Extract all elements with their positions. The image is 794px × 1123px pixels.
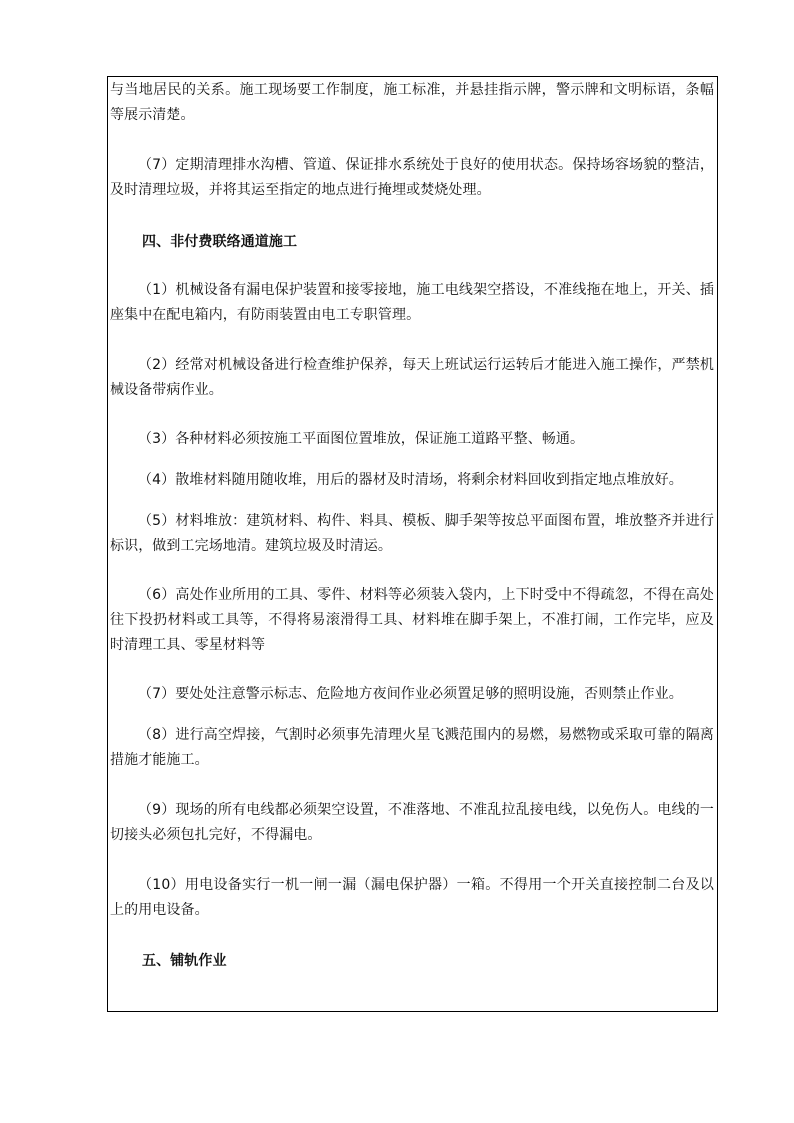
paragraph-electrical-protection: （1）机械设备有漏电保护装置和接零接地，施工电线架空搭设，不准线拖在地上，开关、插座集中在配电箱内，有防雨装置由电工专职管理。 [110,282,714,323]
paragraph-equipment-maintenance: （2）经常对机械设备进行检查维护保养，每天上班试运行运转后才能进入施工操作，严禁机械设备带病作业。 [110,357,714,398]
paragraph-high-altitude-work: （6）高处作业所用的工具、零件、材料等必须装入袋内，上下时受中不得疏忽，不得在高处往下投扔材料或工具等，不得将易滚滑得工具、材料堆在脚手架上，不准打闹，工作完毕，应及时清理工具、零星材料等 [110,587,714,653]
paragraph-material-stacking: （5）材料堆放：建筑材料、构件、料具、模板、脚手架等按总平面图布置，堆放整齐并进行标识，做到工完场地清。建筑垃圾及时清运。 [110,513,714,554]
paragraph-one-machine-one-switch: （10）用电设备实行一机一闸一漏（漏电保护器）一箱。不得用一个开关直接控制二台及以上的用电设备。 [110,877,714,918]
paragraph-welding-safety: （8）进行高空焊接，气割时必须事先清理火星飞溅范围内的易燃，易燃物或采取可靠的隔离措施才能施工。 [110,727,714,768]
section-heading-track-laying: 五、铺轨作业 [142,953,227,969]
paragraph-drainage-cleaning: （7）定期清理排水沟槽、管道、保证排水系统处于良好的使用状态。保持场容场貌的整洁，及时清理垃圾，并将其运至指定的地点进行掩埋或焚烧处理。 [110,157,714,198]
paragraph-material-recycling: （4）散堆材料随用随收堆，用后的器材及时清场，将剩余材料回收到指定地点堆放好。 [138,472,683,488]
document-body [110,78,714,974]
paragraph-material-placement: （3）各种材料必须按施工平面图位置堆放，保证施工道路平整、畅通。 [138,431,585,447]
section-heading-passage-construction: 四、非付费联络通道施工 [142,234,298,250]
paragraph-civilized-signage: 与当地居民的关系。施工现场要工作制度，施工标准，并悬挂指示牌，警示牌和文明标语，条幅等展示清楚。 [110,82,714,123]
paragraph-wiring-safety: （9）现场的所有电线都必须架空设置，不准落地、不准乱拉乱接电线，以免伤人。电线的一切接头必须包扎完好，不得漏电。 [110,802,714,843]
paragraph-warning-signs: （7）要处处注意警示标志、危险地方夜间作业必须置足够的照明设施，否则禁止作业。 [138,686,683,702]
